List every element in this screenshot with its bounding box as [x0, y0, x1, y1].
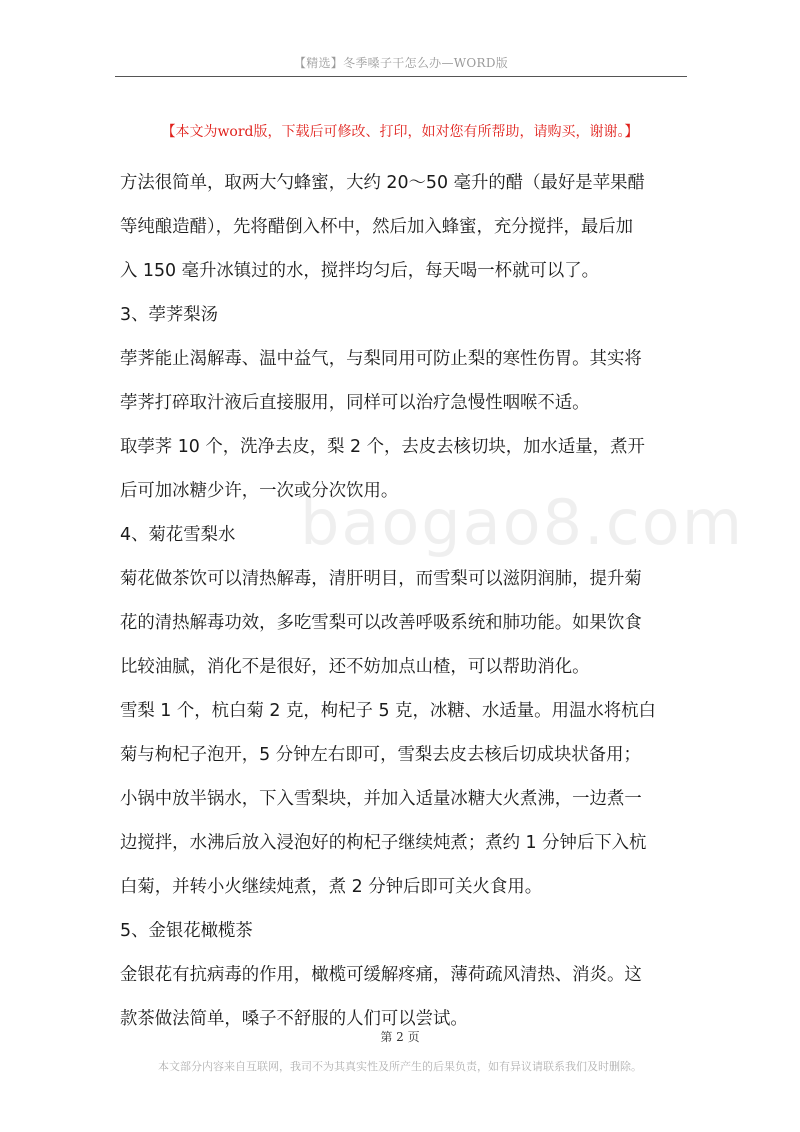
body-line: 花的清热解毒功效，多吃雪梨可以改善呼吸系统和肺功能。如果饮食 — [120, 613, 642, 633]
header-divider — [115, 76, 687, 77]
body-line: 菊花做茶饮可以清热解毒，清肝明目，而雪梨可以滋阴润肺，提升菊 — [120, 569, 642, 589]
body-line: 入 150 毫升冰镇过的水，搅拌均匀后，每天喝一杯就可以了。 — [120, 261, 600, 281]
watermark: baogao8.com — [300, 486, 745, 559]
body-line: 雪梨 1 个，杭白菊 2 克，枸杞子 5 克，冰糖、水适量。用温水将杭白 — [120, 701, 656, 721]
body-line: 后可加冰糖少许，一次或分次饮用。 — [120, 481, 399, 501]
section-heading: 3、荸荠梨汤 — [120, 305, 219, 325]
body-line: 等纯酿造醋），先将醋倒入杯中，然后加入蜂蜜，充分搅拌，最后加 — [120, 217, 634, 237]
document-body — [120, 161, 685, 1041]
body-line: 白菊，并转小火继续炖煮，煮 2 分钟后即可关火食用。 — [120, 877, 543, 897]
body-line: 款茶做法简单，嗓子不舒服的人们可以尝试。 — [120, 1009, 468, 1029]
section-heading: 5、金银花橄榄茶 — [120, 921, 253, 941]
document-header: 【精选】冬季嗓子干怎么办—WORD版 — [293, 56, 509, 70]
body-line: 方法很简单，取两大勺蜂蜜，大约 20～50 毫升的醋（最好是苹果醋 — [120, 173, 645, 193]
purchase-notice: 【本文为word版，下载后可修改、打印，如对您有所帮助，请购买，谢谢。】 — [161, 124, 639, 140]
body-line: 比较油腻，消化不是很好，还不妨加点山楂，可以帮助消化。 — [120, 657, 590, 677]
body-line: 荸荠能止渴解毒、温中益气，与梨同用可防止梨的寒性伤胃。其实将 — [120, 349, 642, 369]
footer-disclaimer: 本文部分内容来自互联网，我司不为其真实性及所产生的后果负责，如有异议请联系我们及时删除。 — [158, 1060, 642, 1073]
body-line: 小锅中放半锅水，下入雪梨块，并加入适量冰糖大火煮沸，一边煮一 — [120, 789, 642, 809]
body-line: 菊与枸杞子泡开，5 分钟左右即可，雪梨去皮去核后切成块状备用； — [120, 745, 641, 765]
body-line: 边搅拌，水沸后放入浸泡好的枸杞子继续炖煮；煮约 1 分钟后下入杭 — [120, 833, 647, 853]
body-line: 荸荠打碎取汁液后直接服用，同样可以治疗急慢性咽喉不适。 — [120, 393, 590, 413]
section-heading: 4、菊花雪梨水 — [120, 525, 236, 545]
page-number: 第 2 页 — [380, 1030, 420, 1044]
body-line: 金银花有抗病毒的作用，橄榄可缓解疼痛，薄荷疏风清热、消炎。这 — [120, 965, 642, 985]
body-line: 取荸荠 10 个，洗净去皮，梨 2 个，去皮去核切块，加水适量，煮开 — [120, 437, 645, 457]
